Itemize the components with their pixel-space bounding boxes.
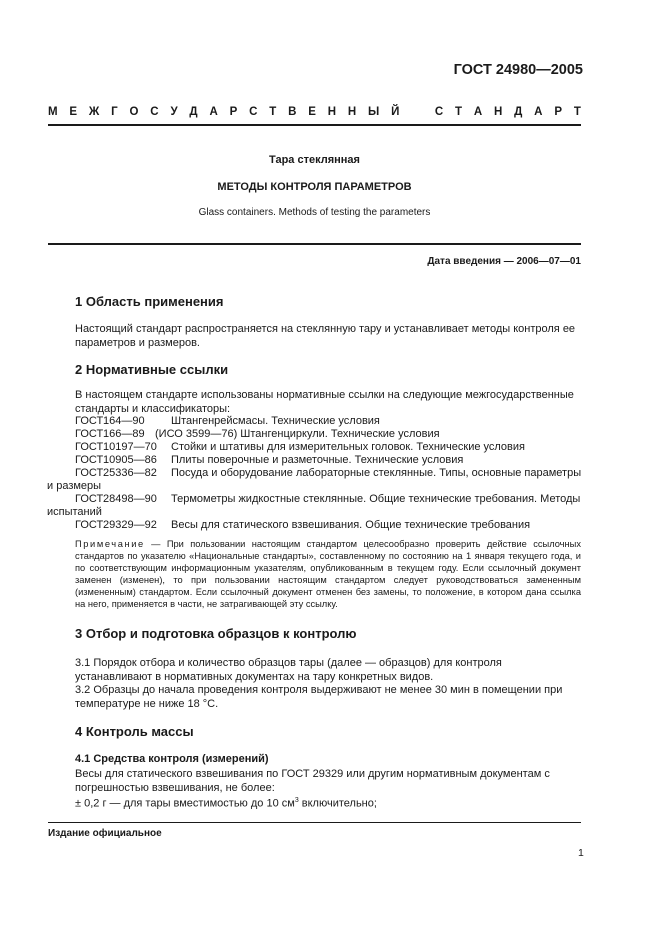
- banner-letter: Н: [347, 106, 357, 118]
- title-ru-line1: Тара стеклянная: [269, 154, 360, 166]
- banner-letter: Р: [229, 106, 238, 118]
- edition-label: Издание официальное: [48, 828, 162, 839]
- banner-letter: Р: [554, 106, 562, 118]
- reference-item: ГОСТ28498—90 Термометры жидкостные стеклянные. Общие технические требования. Методы: [75, 493, 581, 505]
- page-number: 1: [578, 847, 584, 859]
- title-divider: [48, 243, 581, 245]
- note-text: — При пользовании настоящим стандартом целесообразно проверить действие ссылочных стандартов по указателю «Национальные стандарты», составленному по состоянию на 1 января текущего года, и по соответствующим информационным указателям, опубликованным в текущем году. Если ссылочный документ заменен (изменен), то при пользовании настоящим стандартом следует руководствоваться замененным (измененным) стандартом. Если ссылочный документ отменен без замены, то положение, в котором дана ссылка на него, применяется в части, не затрагивающей эту ссылку.: [75, 539, 581, 609]
- banner-letter: Д: [189, 106, 198, 118]
- banner-letter: У: [170, 106, 178, 118]
- section3-p2: 3.2 Образцы до начала проведения контроля выдерживают не менее 30 мин в помещении при температуре не ниже 18 °С.: [75, 684, 563, 710]
- banner-letter: М: [48, 106, 58, 118]
- reference-continuation: испытаний: [47, 506, 102, 518]
- banner-letter: Е: [308, 106, 316, 118]
- reference-item: ГОСТ164—90 Штангенрейсмасы. Технические условия: [75, 415, 380, 427]
- banner-letter: Д: [514, 106, 523, 118]
- banner-letter: Ы: [368, 106, 380, 118]
- banner-letter: Ж: [88, 106, 100, 118]
- banner-letter: Н: [327, 106, 337, 118]
- banner-letter: С: [150, 106, 159, 118]
- banner-letter: Т: [455, 106, 463, 118]
- banner-letter: Г: [111, 106, 118, 118]
- banner-letter: Й: [391, 106, 400, 118]
- section2-intro: В настоящем стандарте использованы нормативные ссылки на следующие межгосударственные стандарты и классификаторы:: [75, 389, 574, 415]
- banner-letter: А: [534, 106, 543, 118]
- section4-p1: Весы для статического взвешивания по ГОСТ 29329 или другим нормативным документам с погрешностью взвешивания, не более:: [75, 768, 550, 794]
- banner-letter: О: [129, 106, 139, 118]
- banner-letter: А: [473, 106, 483, 118]
- reference-item: ГОСТ166—89 (ИСО 3599—76) Штангенциркули. Технические условия: [75, 428, 440, 440]
- banner-letter: Н: [494, 106, 503, 118]
- section3-heading: 3 Отбор и подготовка образцов к контролю: [75, 626, 357, 641]
- intro-date: Дата введения — 2006—07—01: [427, 256, 581, 267]
- footer-divider: [48, 822, 581, 823]
- references-note: [75, 538, 581, 610]
- reference-item: ГОСТ25336—82 Посуда и оборудование лабораторные стеклянные. Типы, основные параметры: [75, 467, 582, 479]
- reference-list: [47, 415, 582, 532]
- banner-letter: Е: [69, 106, 78, 118]
- section4-heading: 4 Контроль массы: [75, 724, 194, 739]
- title-ru-line2: МЕТОДЫ КОНТРОЛЯ ПАРАМЕТРОВ: [217, 181, 412, 193]
- reference-continuation: и размеры: [47, 480, 102, 492]
- reference-item: ГОСТ29329—92 Весы для статического взвешивания. Общие технические требования: [75, 519, 531, 531]
- banner-letter: Т: [269, 106, 277, 118]
- section2-heading: 2 Нормативные ссылки: [75, 362, 229, 377]
- section4-p2: ± 0,2 г — для тары вместимостью до 10 $см^3$ включительно;: [75, 797, 377, 810]
- title-en: Glass containers. Methods of testing the parameters: [198, 207, 431, 218]
- section1-heading: 1 Область применения: [75, 294, 224, 309]
- note-label: Примечание: [75, 539, 145, 549]
- standard-banner: [48, 106, 581, 118]
- banner-letter: Т: [573, 106, 581, 118]
- section1-text: Настоящий стандарт распространяется на стеклянную тару и устанавливает методы контроля ее параметров и размеров.: [75, 323, 576, 349]
- banner-underline: [48, 124, 581, 126]
- section4-sub: 4.1 Средства контроля (измерений): [75, 753, 269, 765]
- reference-item: ГОСТ10197—70 Стойки и штативы для измерительных головок. Технические условия: [75, 441, 525, 453]
- banner-letter: С: [434, 106, 444, 118]
- standard-code: ГОСТ 24980—2005: [453, 62, 583, 78]
- reference-item: ГОСТ10905—86 Плиты поверочные и разметочные. Технические условия: [75, 454, 464, 466]
- banner-letter: С: [249, 106, 258, 118]
- banner-letter: В: [288, 106, 297, 118]
- section3-p1: 3.1 Порядок отбора и количество образцов тары (далее — образцов) для контроля устанавливают в нормативных документах на тару конкретных видов.: [75, 657, 502, 683]
- banner-letter: А: [209, 106, 218, 118]
